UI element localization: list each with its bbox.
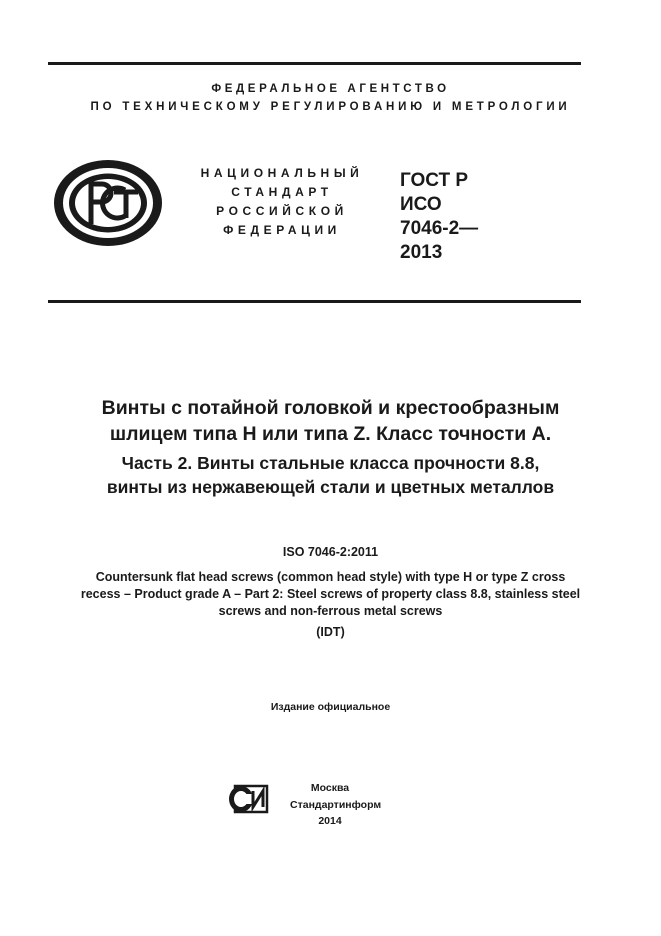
rst-certification-mark-icon <box>52 158 164 248</box>
standartinform-logo-icon <box>227 782 269 816</box>
national-line: СТАНДАРТ <box>231 185 333 199</box>
top-rule <box>48 62 581 65</box>
title-line: Винты с потайной головкой и крестообразным <box>101 397 560 419</box>
russian-part-title <box>0 451 661 499</box>
designation-line: ИСО <box>400 194 442 215</box>
national-line: РОССИЙСКОЙ <box>216 204 348 218</box>
publication-year: 2014 <box>318 815 342 827</box>
designation-line: 2013 <box>400 242 443 263</box>
part-title-line: винты из нержавеющей стали и цветных металлов <box>106 477 555 497</box>
national-line: НАЦИОНАЛЬНЫЙ <box>200 166 364 180</box>
english-title-line: recess – Product grade A – Part 2: Steel screws of property class 8.8, stainless steel <box>80 587 581 601</box>
standard-designation <box>400 169 478 265</box>
agency-line-1: ФЕДЕРАЛЬНОЕ АГЕНТСТВО <box>211 83 450 95</box>
designation-line: 7046-2— <box>400 218 479 239</box>
publisher-city: Москва <box>310 782 350 794</box>
iso-reference: ISO 7046-2:2011 <box>282 545 379 559</box>
english-title-line: Countersunk flat head screws (common head style) with type H or type Z cross <box>95 570 566 584</box>
russian-title <box>0 395 661 447</box>
idt-marker: (IDT) <box>316 625 345 639</box>
part-title-line: Часть 2. Винты стальные класса прочности 8.8, <box>121 453 540 473</box>
english-title <box>0 569 661 620</box>
agency-line-2: ПО ТЕХНИЧЕСКОМУ РЕГУЛИРОВАНИЮ И МЕТРОЛОГИИ <box>90 101 571 113</box>
designation-line: ГОСТ Р <box>400 170 469 191</box>
title-line: шлицем типа H или типа Z. Класс точности А. <box>109 423 552 445</box>
edition-label: Издание официальное <box>270 701 391 713</box>
middle-rule <box>48 300 581 303</box>
national-standard-label <box>172 164 392 240</box>
publisher-name: Стандартинформ <box>290 798 382 811</box>
publisher-info <box>290 780 382 830</box>
english-title-line: screws and non-ferrous metal screws <box>218 604 443 618</box>
national-line: ФЕДЕРАЦИИ <box>223 223 341 237</box>
